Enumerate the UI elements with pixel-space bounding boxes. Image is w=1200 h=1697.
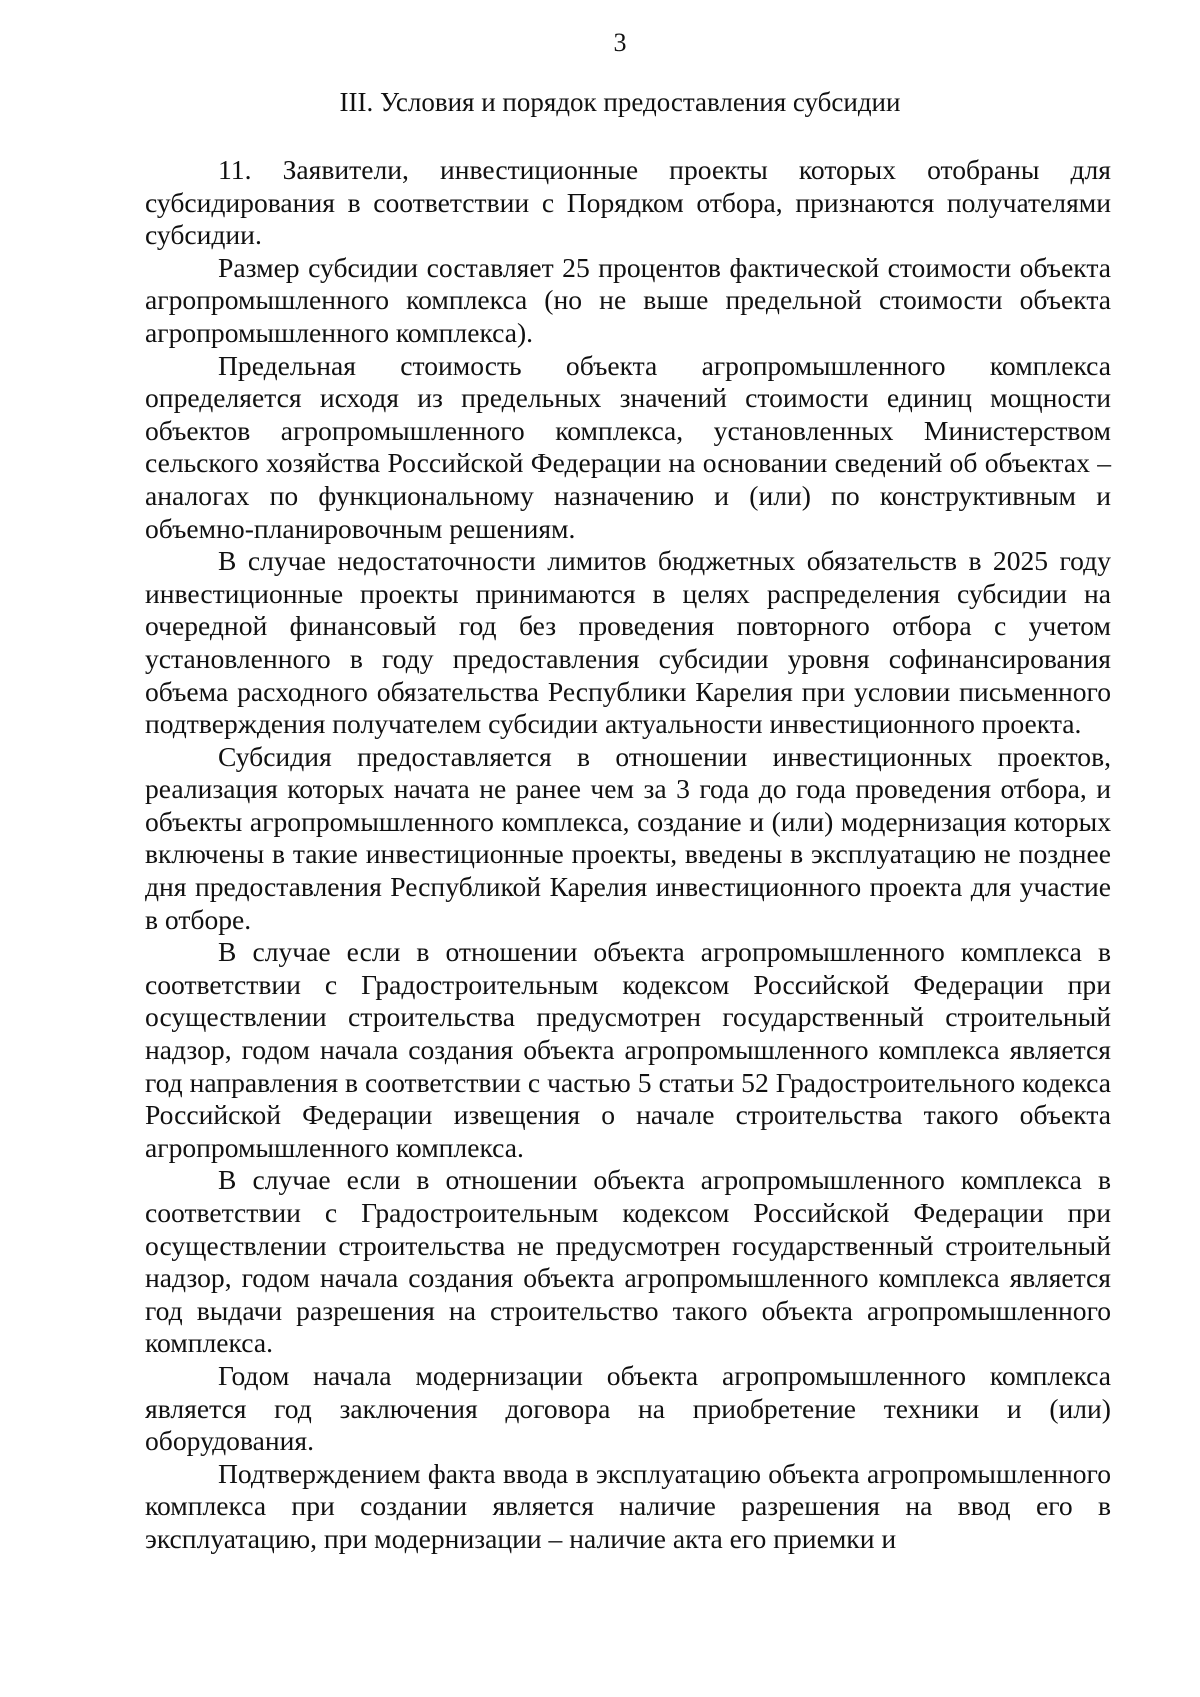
document-body <box>145 154 1111 1556</box>
paragraph: В случае если в отношении объекта агропромышленного комплекса в соответствии с Градостроительным кодексом Российской Федерации при осуществлении строительства предусмотрен государственный строительный надзор, годом начала создания объекта агропромышленного комплекса является год направления в соответствии с частью 5 статьи 52 Градостроительного кодекса Российской Федерации извещения о начале строительства такого объекта агропромышленного комплекса. <box>145 936 1111 1163</box>
paragraph: Субсидия предоставляется в отношении инвестиционных проектов, реализация которых начата не ранее чем за 3 года до года проведения отбора, и объекты агропромышленного комплекса, создание и (или) модернизация которых включены в такие инвестиционные проекты, введены в эксплуатацию не позднее дня предоставления Республикой Карелия инвестиционного проекта для участие в отборе. <box>145 740 1111 935</box>
section-title: III. Условия и порядок предоставления субсидии <box>339 87 901 117</box>
paragraph: Подтверждением факта ввода в эксплуатацию объекта агропромышленного комплекса при создании является наличие разрешения на ввод его в эксплуатацию, при модернизации – наличие акта его приемки и <box>145 1457 1111 1554</box>
paragraph: Размер субсидии составляет 25 процентов фактической стоимости объекта агропромышленного комплекса (но не выше предельной стоимости объекта агропромышленного комплекса). <box>145 251 1111 348</box>
paragraph: В случае недостаточности лимитов бюджетных обязательств в 2025 году инвестиционные проекты принимаются в целях распределения субсидии на очередной финансовый год без проведения повторного отбора с учетом установленного в году предоставления субсидии уровня софинансирования объема расходного обязательства Республики Карелия при условии письменного подтверждения получателем субсидии актуальности инвестиционного проекта. <box>145 545 1111 740</box>
paragraph: В случае если в отношении объекта агропромышленного комплекса в соответствии с Градостроительным кодексом Российской Федерации при осуществлении строительства не предусмотрен государственный строительный надзор, годом начала создания объекта агропромышленного комплекса является год выдачи разрешения на строительство такого объекта агропромышленного комплекса. <box>145 1164 1111 1359</box>
paragraph: Предельная стоимость объекта агропромышленного комплекса определяется исходя из предельных значений стоимости единиц мощности объектов агропромышленного комплекса, установленных Министерством сельского хозяйства Российской Федерации на основании сведений об объектах – аналогах по функциональному назначению и (или) по конструктивным и объемно-планировочным решениям. <box>145 349 1111 544</box>
paragraph: 11. Заявители, инвестиционные проекты которых отобраны для субсидирования в соответствии с Порядком отбора, признаются получателями субсидии. <box>145 154 1111 251</box>
paragraph: Годом начала модернизации объекта агропромышленного комплекса является год заключения договора на приобретение техники и (или) оборудования. <box>145 1359 1111 1457</box>
page-number: 3 <box>613 28 627 57</box>
